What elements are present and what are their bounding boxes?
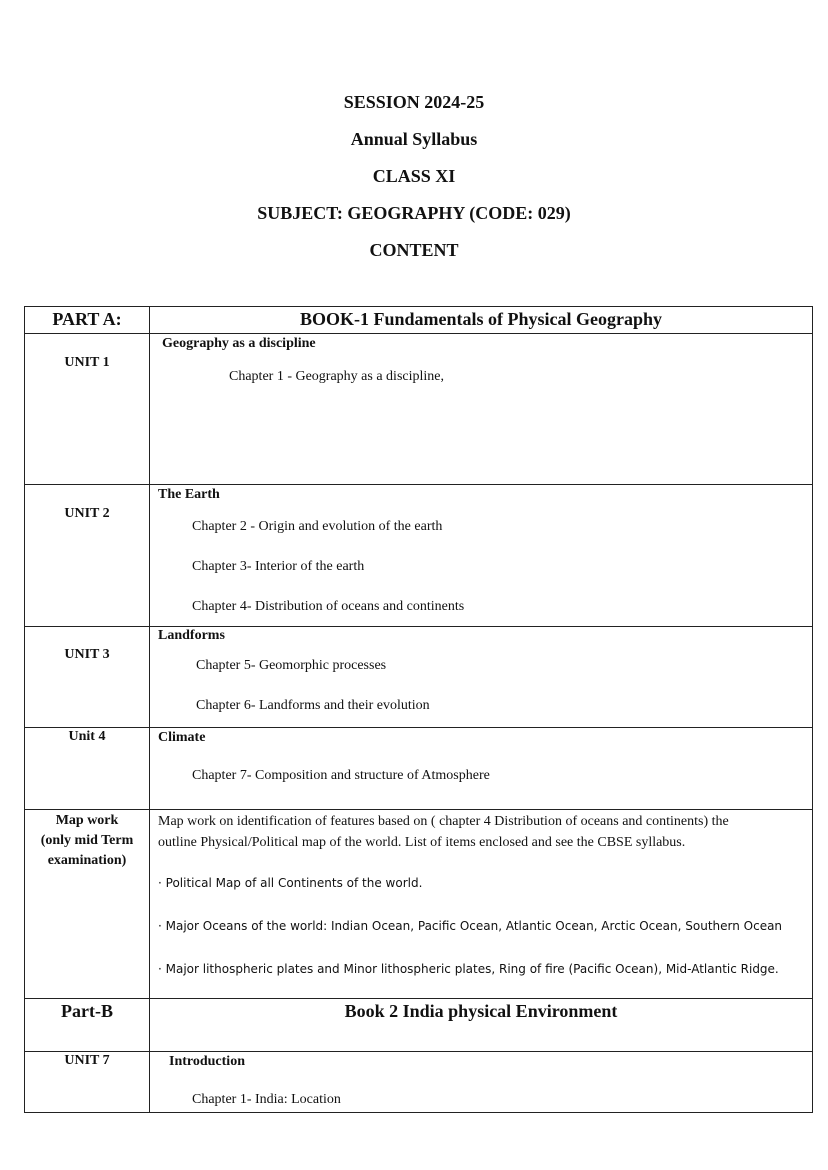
syllabus-title: Annual Syllabus (350, 129, 478, 149)
map-work-label-2: (only mid Term (40, 833, 134, 848)
unit-7-row (25, 1052, 813, 1113)
unit-4-content (150, 728, 813, 810)
unit-1-row (25, 334, 813, 485)
unit-3-label (25, 627, 150, 728)
content-title: CONTENT (369, 240, 459, 260)
map-work-description-2: outline Physical/Political map of the world. List of items enclosed and see the CBSE syllabus. (158, 835, 686, 850)
unit-3-content (150, 627, 813, 728)
map-work-content (150, 810, 813, 999)
unit-3-chapter-6: Chapter 6- Landforms and their evolution (196, 698, 430, 713)
unit-2-chapter-4: Chapter 4- Distribution of oceans and continents (192, 599, 465, 614)
unit-3-row (25, 627, 813, 728)
document-heading (0, 84, 828, 269)
unit-7-label (25, 1052, 150, 1113)
unit-7-content (150, 1052, 813, 1113)
subject-title: SUBJECT: GEOGRAPHY (CODE: 029) (257, 203, 571, 223)
unit-7-chapter-1: Chapter 1- India: Location (192, 1092, 341, 1107)
part-b-label: Part-B (25, 999, 150, 1052)
unit-1-chapter-1: Chapter 1 - Geography as a discipline, (229, 369, 444, 384)
class-title: CLASS XI (372, 166, 456, 186)
unit-2-chapter-2: Chapter 2 - Origin and evolution of the earth (192, 519, 443, 534)
unit-2-label (25, 485, 150, 627)
part-b-row (25, 999, 813, 1052)
unit-7-title: Introduction (169, 1054, 245, 1069)
part-a-book-title: BOOK-1 Fundamentals of Physical Geography (150, 307, 813, 334)
unit-1-title: Geography as a discipline (162, 336, 316, 351)
part-b-book-title: Book 2 India physical Environment (150, 999, 813, 1052)
map-work-label-1: Map work (55, 813, 119, 828)
map-item-oceans: · Major Oceans of the world: Indian Ocean, Pacific Ocean, Atlantic Ocean, Arctic Ocean, Southern Ocean (158, 919, 783, 933)
unit-3-title: Landforms (158, 628, 225, 643)
unit-1-content (150, 334, 813, 485)
unit-2-title: The Earth (158, 487, 220, 502)
map-work-label (25, 810, 150, 999)
unit-4-label-text: Unit 4 (68, 729, 106, 744)
unit-2-content (150, 485, 813, 627)
part-a-row (25, 307, 813, 334)
syllabus-table (24, 306, 813, 1113)
unit-4-row (25, 728, 813, 810)
unit-4-chapter-7: Chapter 7- Composition and structure of Atmosphere (192, 768, 490, 783)
unit-4-label (25, 728, 150, 810)
unit-2-row (25, 485, 813, 627)
map-work-label-3: examination) (47, 853, 127, 868)
unit-3-label-text: UNIT 3 (64, 647, 110, 662)
unit-1-label-text: UNIT 1 (64, 355, 110, 370)
unit-3-chapter-5: Chapter 5- Geomorphic processes (196, 658, 387, 673)
unit-7-label-text: UNIT 7 (64, 1053, 110, 1068)
map-work-row (25, 810, 813, 999)
map-item-continents: · Political Map of all Continents of the world. (158, 876, 423, 890)
unit-4-title: Climate (158, 730, 206, 745)
map-item-plates: · Major lithospheric plates and Minor lithospheric plates, Ring of fire (Pacific Ocean), Mid-Atlantic Ridge. (158, 962, 779, 976)
part-a-label: PART A: (25, 307, 150, 334)
unit-2-label-text: UNIT 2 (64, 506, 110, 521)
map-work-description-1: Map work on identification of features based on ( chapter 4 Distribution of oceans and continents) the (158, 814, 729, 829)
unit-1-label (25, 334, 150, 485)
session-title: SESSION 2024-25 (343, 92, 485, 112)
unit-2-chapter-3: Chapter 3- Interior of the earth (192, 559, 365, 574)
